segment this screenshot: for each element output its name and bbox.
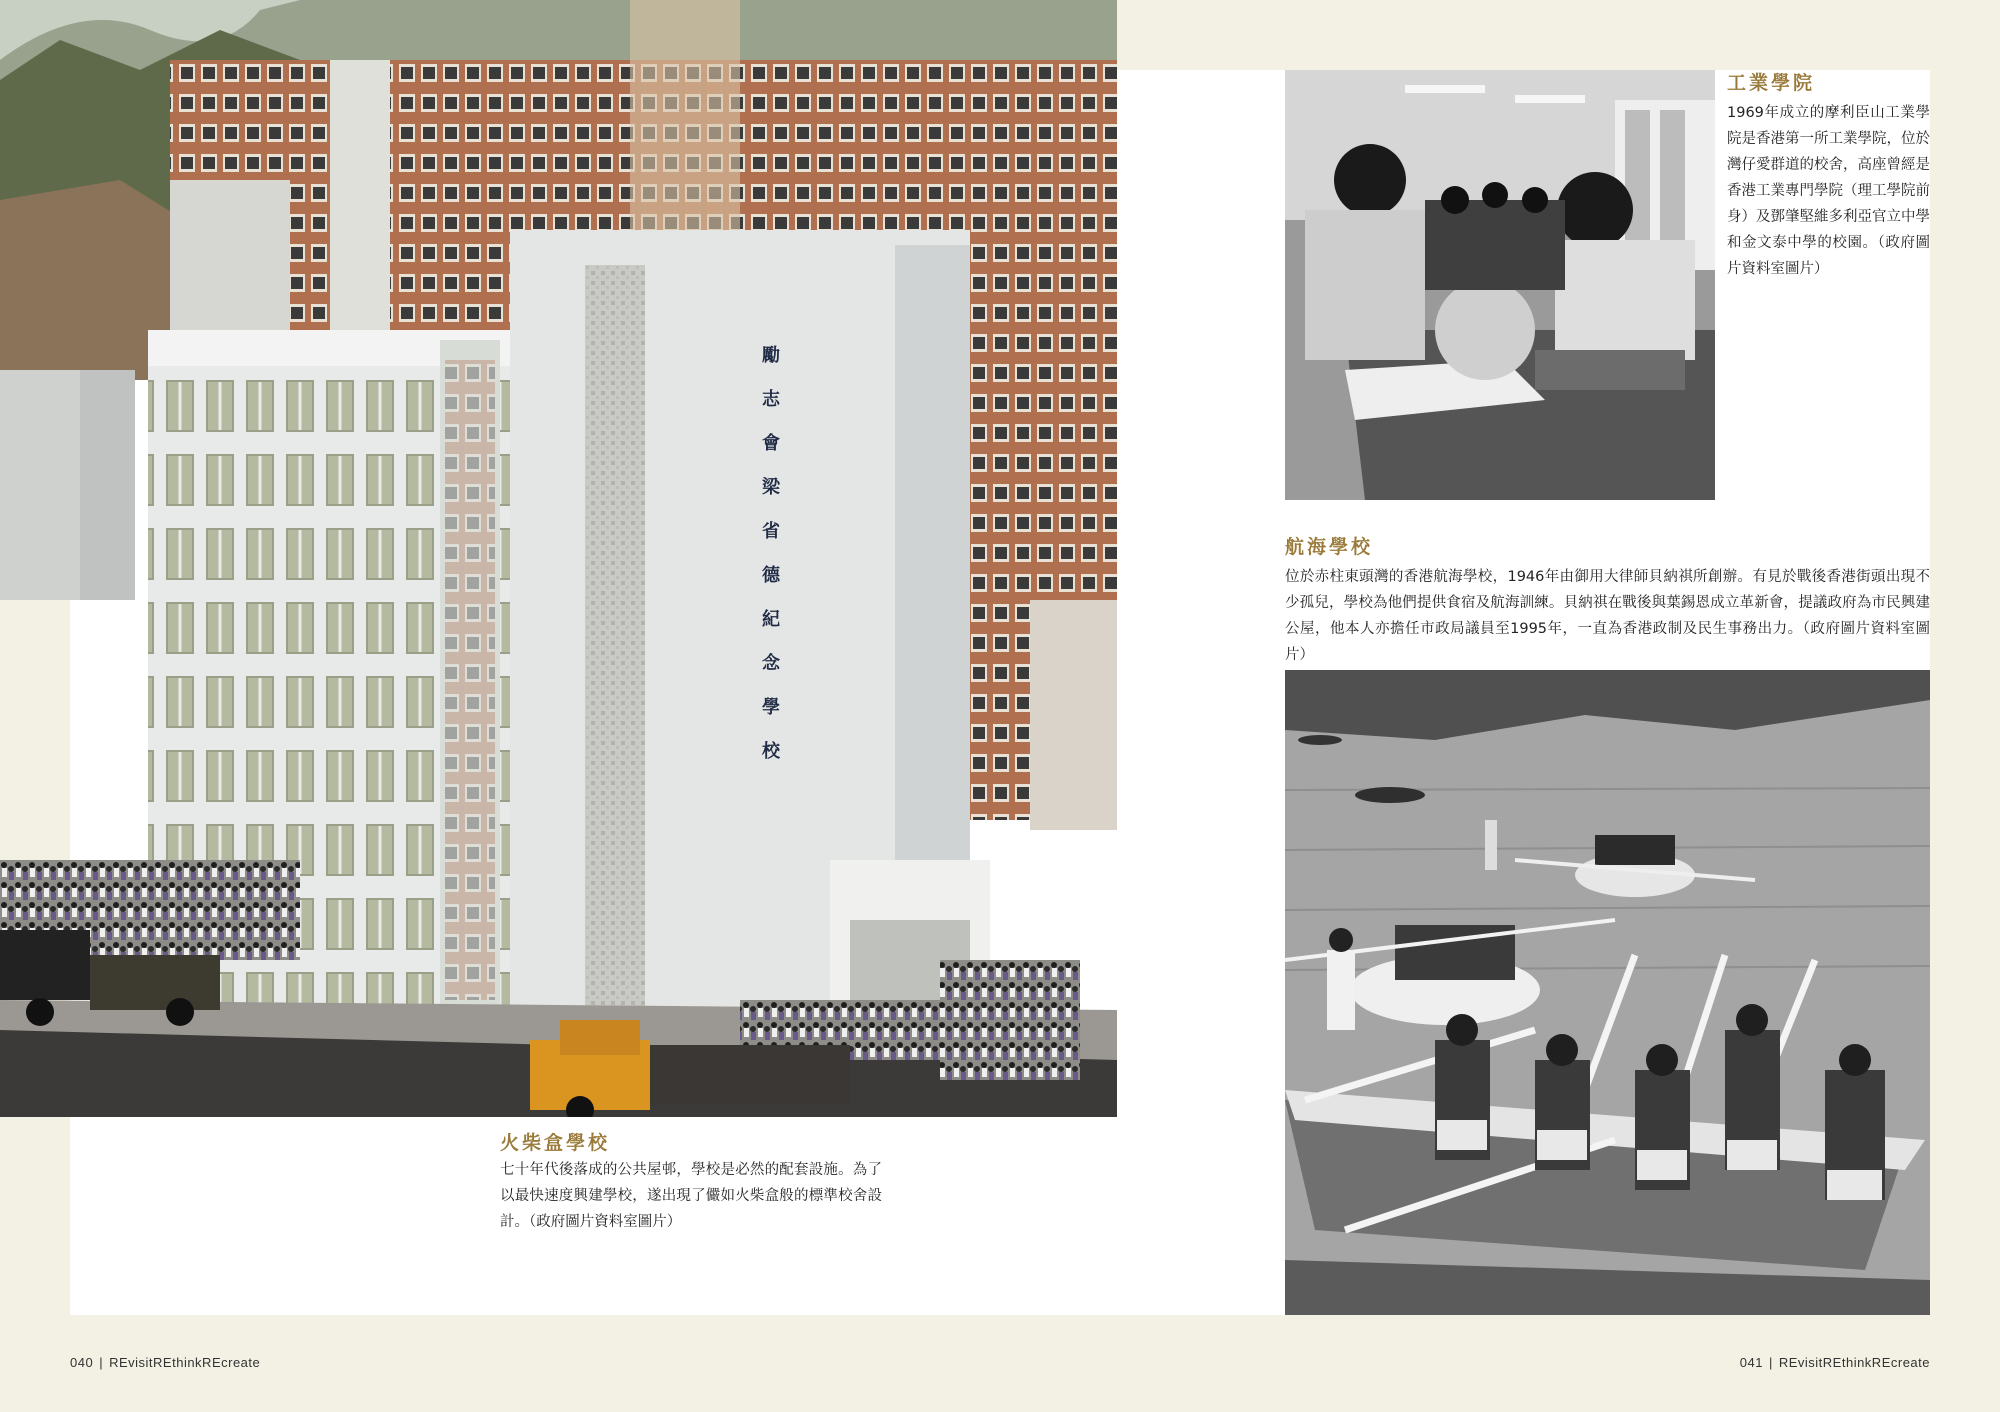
left-page-number: 040	[70, 1355, 94, 1370]
nautical-school-photo	[1285, 670, 1930, 1315]
left-folio-separator: |	[99, 1355, 104, 1370]
industrial-caption-title: 工業學院	[1727, 72, 1816, 94]
left-folio	[70, 1355, 260, 1370]
industrial-college-photo	[1285, 70, 1715, 500]
right-series-title: REvisitREthinkREcreate	[1778, 1355, 1930, 1370]
matchbox-school-photo	[0, 0, 1117, 1117]
nautical-caption-text: 位於赤柱東頭灣的香港航海學校，1946年由御用大律師貝納祺所創辦。有見於戰後香港街頭出現不少孤兒，學校為他們提供食宿及航海訓練。貝納祺在戰後與葉錫恩成立革新會，提議政府為市民興建公屋，他本人亦擔任市政局議員至1995年，一直為香港政制及民生事務出力。（政府圖片資料室圖片）	[1285, 569, 1930, 663]
matchbox-caption-text: 七十年代後落成的公共屋邨，學校是必然的配套設施。為了以最快速度興建學校，遂出現了儼如火柴盒般的標準校舍設計。（政府圖片資料室圖片）	[500, 1162, 882, 1230]
matchbox-caption-title: 火柴盒學校	[500, 1132, 611, 1154]
building-vertical-sign: 勵志會梁省德紀念學校	[759, 345, 780, 785]
left-series-title: REvisitREthinkREcreate	[109, 1355, 261, 1370]
industrial-caption-text: 1969年成立的摩利臣山工業學院是香港第一所工業學院，位於灣仔愛群道的校舍，高座曾經是香港工業專門學院（理工學院前身）及鄧肇堅維多利亞官立中學和金文泰中學的校園。（政府圖片資料室圖片）	[1727, 105, 1930, 277]
nautical-caption-title: 航海學校	[1285, 536, 1374, 558]
right-folio	[1740, 1355, 1930, 1370]
right-page-number: 041	[1739, 1355, 1763, 1370]
right-folio-separator: |	[1768, 1355, 1773, 1370]
